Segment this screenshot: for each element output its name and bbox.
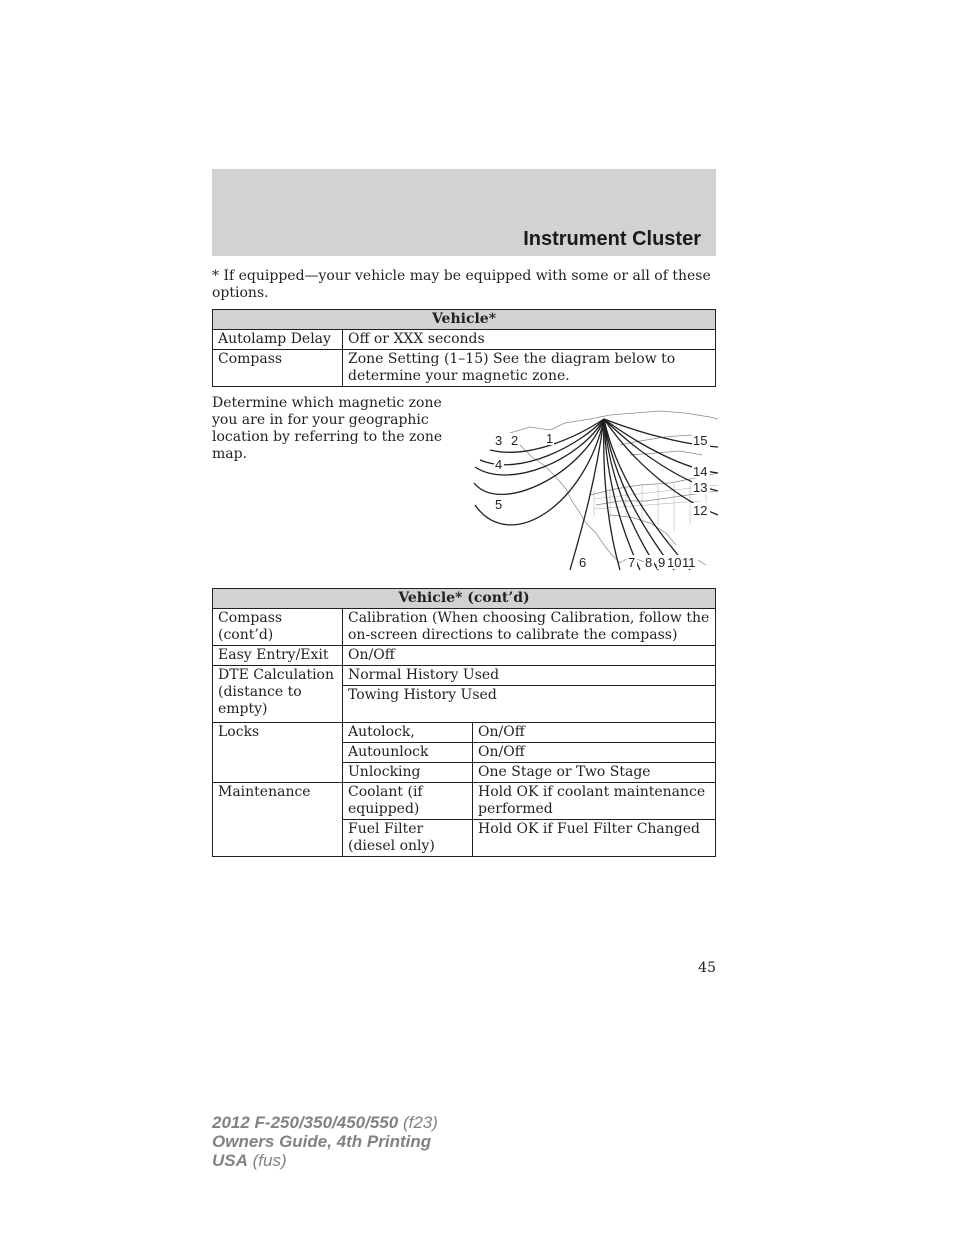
vehicle-table-heading: Vehicle* bbox=[213, 310, 716, 330]
zone-label-12: 12 bbox=[693, 503, 708, 518]
zone-label-10: 10 bbox=[667, 555, 682, 570]
vehicle-cont-table-heading: Vehicle* (cont’d) bbox=[213, 589, 716, 609]
dte-label: DTE Calculation (distance to empty) bbox=[213, 666, 343, 723]
footer-line-1 bbox=[212, 1113, 438, 1132]
maintenance-item: Coolant (if equipped) bbox=[343, 783, 473, 820]
footer-model: 2012 F-250/350/450/550 bbox=[212, 1113, 399, 1132]
maintenance-item: Fuel Filter (diesel only) bbox=[343, 820, 473, 857]
zone-label-2: 2 bbox=[511, 433, 519, 448]
locks-item: Autolock, bbox=[343, 723, 473, 743]
zone-label-1: 1 bbox=[546, 431, 554, 446]
land-outline bbox=[510, 411, 718, 565]
maintenance-value: Hold OK if coolant maintenance performed bbox=[473, 783, 716, 820]
table-row bbox=[213, 609, 716, 646]
zone-label-8: 8 bbox=[645, 555, 653, 570]
zone-label-14: 14 bbox=[693, 464, 708, 479]
magnetic-zone-map bbox=[470, 405, 718, 573]
zone-label-15: 15 bbox=[693, 433, 708, 448]
row-label: Autolamp Delay bbox=[213, 330, 343, 350]
footer-region: USA bbox=[212, 1151, 248, 1170]
zone-label-6: 6 bbox=[579, 555, 587, 570]
table-row bbox=[213, 783, 716, 820]
zone-label-9: 9 bbox=[658, 555, 666, 570]
compass-cont-value: Calibration (When choosing Calibration, follow the on-screen directions to calibrate the compass) bbox=[343, 609, 716, 646]
dte-value-normal: Normal History Used bbox=[343, 666, 716, 686]
maintenance-value: Hold OK if Fuel Filter Changed bbox=[473, 820, 716, 857]
footer-region-code: (fus) bbox=[252, 1151, 287, 1170]
locks-label: Locks bbox=[213, 723, 343, 783]
zone-label-7: 7 bbox=[628, 555, 636, 570]
table-row bbox=[213, 666, 716, 686]
zone-label-4: 4 bbox=[495, 457, 503, 472]
zone-label-13: 13 bbox=[693, 480, 708, 495]
easy-entry-value: On/Off bbox=[343, 646, 716, 666]
page-title: Instrument Cluster bbox=[523, 228, 701, 250]
maintenance-label: Maintenance bbox=[213, 783, 343, 857]
zone-label-3: 3 bbox=[495, 433, 503, 448]
table-row bbox=[213, 330, 716, 350]
dte-value-towing: Towing History Used bbox=[343, 686, 716, 723]
locks-value: On/Off bbox=[473, 723, 716, 743]
vehicle-cont-table bbox=[212, 588, 716, 857]
locks-item: Autounlock bbox=[343, 743, 473, 763]
table-row bbox=[213, 646, 716, 666]
footer-guide: Owners Guide, 4th Printing bbox=[212, 1132, 432, 1151]
page-number: 45 bbox=[698, 960, 716, 976]
vehicle-table bbox=[212, 309, 716, 387]
easy-entry-label: Easy Entry/Exit bbox=[213, 646, 343, 666]
zone-instructions: Determine which magnetic zone you are in for your geographic location by referring to the zone map. bbox=[212, 395, 443, 462]
document-footer bbox=[212, 1113, 438, 1170]
locks-value: On/Off bbox=[473, 743, 716, 763]
table-row bbox=[213, 350, 716, 387]
table-row bbox=[213, 723, 716, 743]
zone-label-5: 5 bbox=[495, 497, 503, 512]
row-value: Off or XXX seconds bbox=[343, 330, 716, 350]
row-label: Compass bbox=[213, 350, 343, 387]
header-band bbox=[212, 169, 716, 256]
footer-line-2 bbox=[212, 1132, 438, 1151]
locks-item: Unlocking bbox=[343, 763, 473, 783]
footer-code: (f23) bbox=[402, 1113, 438, 1132]
footer-line-3 bbox=[212, 1151, 438, 1170]
row-value: Zone Setting (1–15) See the diagram below to determine your magnetic zone. bbox=[343, 350, 716, 387]
locks-value: One Stage or Two Stage bbox=[473, 763, 716, 783]
zone-label-11: 11 bbox=[682, 555, 696, 570]
compass-cont-label: Compass (cont’d) bbox=[213, 609, 343, 646]
footnote: * If equipped—your vehicle may be equipped with some or all of these options. bbox=[212, 268, 711, 301]
